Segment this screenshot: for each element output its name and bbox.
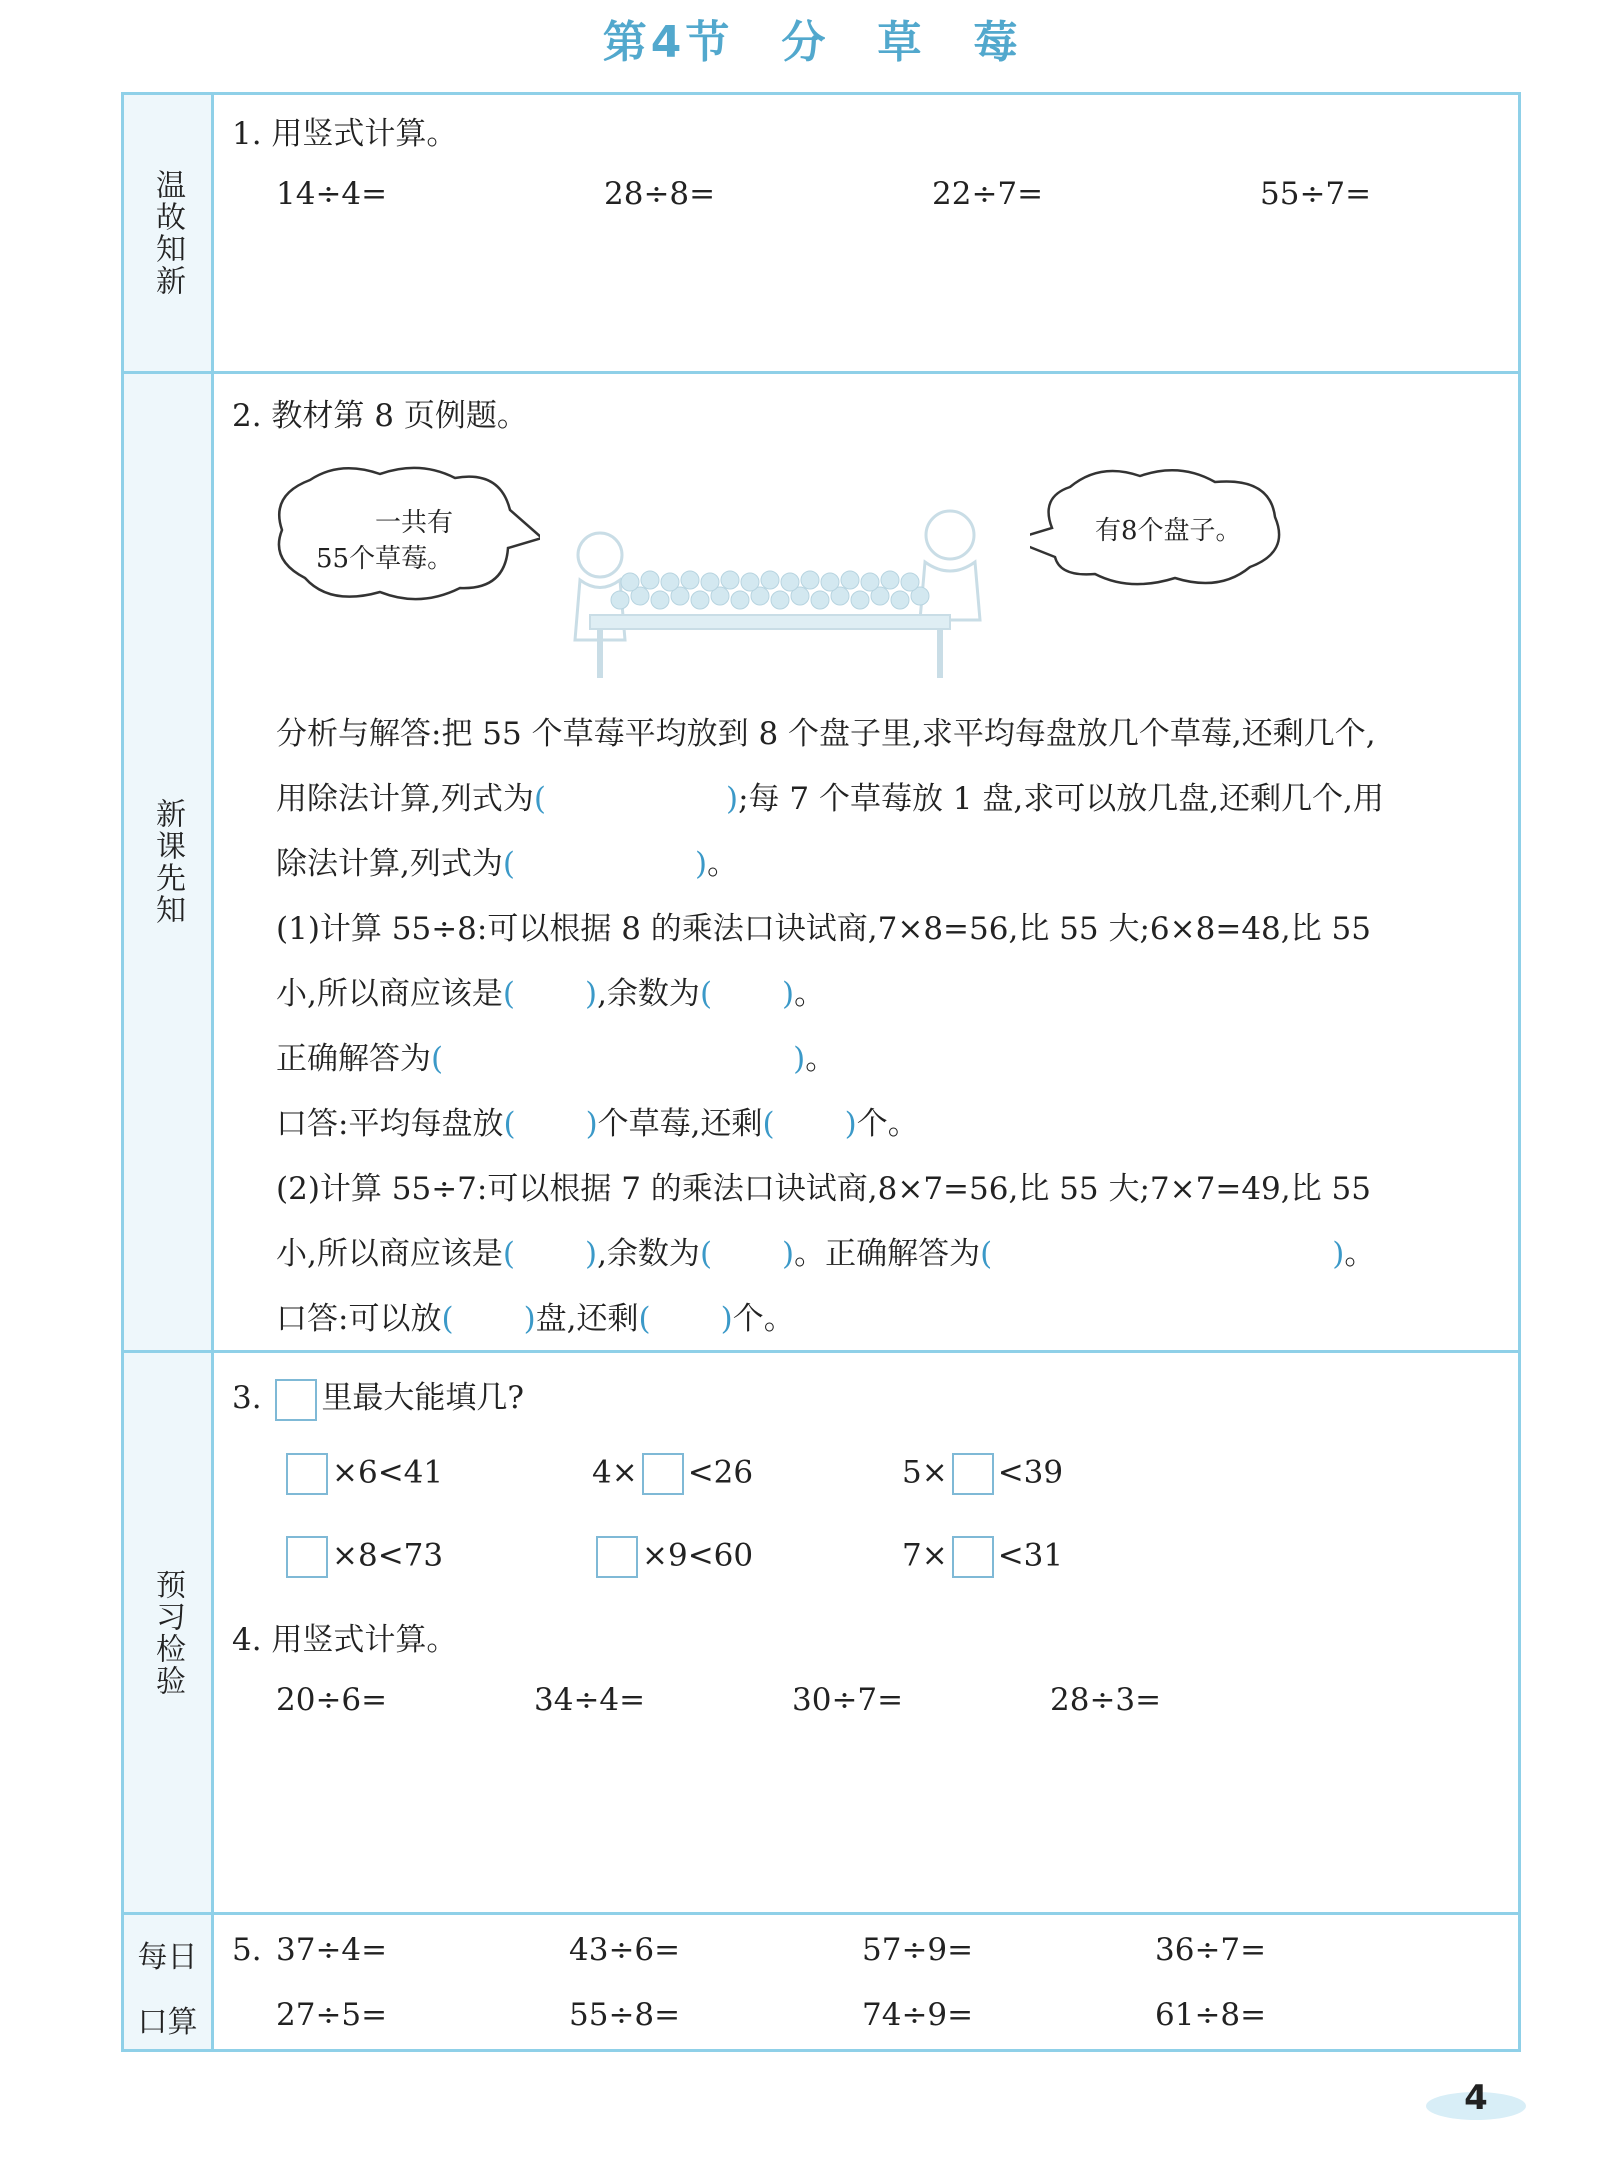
q3-r1-2-post: <26 bbox=[687, 1454, 754, 1491]
section-label-review: 温故知新 bbox=[150, 169, 185, 297]
q5-r2-item-1: 27÷5= bbox=[276, 1997, 388, 2033]
answer-blank-10[interactable]: ( ) bbox=[980, 1236, 1345, 1272]
q2-p6-a: 正确解答为 bbox=[276, 1041, 431, 1077]
answer-box-6[interactable] bbox=[952, 1536, 994, 1578]
q1-heading: 1. 用竖式计算。 bbox=[232, 116, 458, 152]
answer-blank-12[interactable]: ( ) bbox=[638, 1301, 733, 1337]
answer-blank-4[interactable]: ( ) bbox=[699, 976, 795, 1012]
q5-r2-item-4: 61÷8= bbox=[1155, 1997, 1267, 2033]
q2-para-1: 分析与解答:把 55 个草莓平均放到 8 个盘子里,求平均每盘放几个草莓,还剩几个, bbox=[276, 716, 1376, 752]
title-char-2: 草 bbox=[877, 17, 926, 68]
q2-p3-a: 除法计算,列式为 bbox=[276, 846, 503, 882]
q2-p9-c: 。正确解答为 bbox=[794, 1236, 981, 1272]
q1-item-4: 55÷7= bbox=[1260, 176, 1372, 212]
q3-heading bbox=[232, 1372, 524, 1421]
q4-item-3: 30÷7= bbox=[792, 1682, 904, 1718]
page-title bbox=[0, 6, 1624, 70]
q2-para-9 bbox=[276, 1228, 1375, 1273]
answer-blank-3[interactable]: ( ) bbox=[502, 976, 598, 1012]
q3-r2-3-post: <31 bbox=[997, 1537, 1064, 1574]
answer-blank-1[interactable]: ( ) bbox=[533, 781, 739, 817]
answer-blank-9[interactable]: ( ) bbox=[699, 1236, 795, 1272]
title-suffix: 节 bbox=[685, 17, 734, 68]
q2-p10-c: 个。 bbox=[732, 1301, 795, 1337]
q5-number: 5. bbox=[232, 1932, 262, 1968]
q3-r2-2-post: ×9<60 bbox=[642, 1537, 754, 1574]
title-char-3: 莓 bbox=[973, 17, 1022, 68]
section-label-daily-1: 每日 bbox=[137, 1940, 198, 1975]
q2-p7-c: 个。 bbox=[856, 1106, 919, 1142]
q2-p3-b: 。 bbox=[707, 846, 739, 882]
q5-r1-item-1: 37÷4= bbox=[276, 1932, 388, 1968]
section-label-preview: 新课先知 bbox=[150, 798, 185, 926]
section-label-check: 预习检验 bbox=[150, 1568, 185, 1697]
q4-heading: 4. 用竖式计算。 bbox=[232, 1622, 458, 1658]
q2-p6-b: 。 bbox=[805, 1041, 837, 1077]
q3-r2-item-3 bbox=[902, 1536, 1063, 1578]
q2-p2-a: 用除法计算,列式为 bbox=[276, 781, 534, 817]
page-number: 4 bbox=[1464, 2078, 1488, 2118]
q2-p7-a: 口答:平均每盘放 bbox=[276, 1106, 504, 1142]
q3-r1-item-1 bbox=[282, 1453, 443, 1495]
q1-item-1: 14÷4= bbox=[276, 176, 388, 212]
q5-r1-item-3: 57÷9= bbox=[862, 1932, 974, 1968]
q2-p9-b: ,余数为 bbox=[597, 1236, 700, 1272]
answer-blank-7[interactable]: ( ) bbox=[762, 1106, 857, 1142]
q3-r2-item-2 bbox=[592, 1536, 753, 1578]
q2-p10-b: 盘,还剩 bbox=[535, 1301, 639, 1337]
q3-r2-item-1 bbox=[282, 1536, 443, 1578]
bubble-left-line1: 一共有 bbox=[375, 508, 454, 538]
q1-item-2: 28÷8= bbox=[604, 176, 716, 212]
bubble-left-line2: 55个草莓。 bbox=[316, 544, 454, 574]
q3-r1-item-3 bbox=[902, 1453, 1063, 1495]
answer-box-1[interactable] bbox=[286, 1453, 328, 1495]
q2-para-2 bbox=[276, 773, 1384, 818]
q2-para-4: (1)计算 55÷8:可以根据 8 的乘法口诀试商,7×8=56,比 55 大;6×8=48,比 55 bbox=[276, 911, 1371, 947]
answer-box-2[interactable] bbox=[642, 1453, 684, 1495]
row-divider-1 bbox=[121, 371, 1521, 374]
q5-r1-item-4: 36÷7= bbox=[1155, 1932, 1267, 1968]
q3-r1-3-pre: 5× bbox=[902, 1454, 948, 1491]
q5-r1-item-2: 43÷6= bbox=[569, 1932, 681, 1968]
q4-item-1: 20÷6= bbox=[276, 1682, 388, 1718]
q3-r2-3-pre: 7× bbox=[902, 1537, 948, 1574]
answer-blank-6[interactable]: ( ) bbox=[503, 1106, 598, 1142]
answer-box-3[interactable] bbox=[952, 1453, 994, 1495]
q2-para-7 bbox=[276, 1098, 919, 1143]
q2-p7-b: 个草莓,还剩 bbox=[597, 1106, 763, 1142]
q2-para-6 bbox=[276, 1033, 836, 1078]
q2-p5-b: ,余数为 bbox=[597, 976, 700, 1012]
q2-p9-a: 小,所以商应该是 bbox=[276, 1236, 503, 1272]
answer-blank-8[interactable]: ( ) bbox=[502, 1236, 598, 1272]
answer-box-4[interactable] bbox=[286, 1536, 328, 1578]
section-label-daily-2: 口算 bbox=[137, 2005, 198, 2040]
strawberry-table-illustration bbox=[540, 500, 1030, 680]
answer-box-example bbox=[275, 1379, 317, 1421]
q2-p10-a: 口答:可以放 bbox=[276, 1301, 442, 1337]
q3-r1-2-pre: 4× bbox=[592, 1454, 638, 1491]
q2-p5-a: 小,所以商应该是 bbox=[276, 976, 503, 1012]
title-prefix: 第 bbox=[602, 17, 651, 68]
q2-p2-b: ;每 7 个草莓放 1 盘,求可以放几盘,还剩几个,用 bbox=[738, 781, 1384, 817]
q3-r2-1-post: ×8<73 bbox=[332, 1537, 444, 1574]
q1-item-3: 22÷7= bbox=[932, 176, 1044, 212]
q5-r2-item-2: 55÷8= bbox=[569, 1997, 681, 2033]
q2-para-5 bbox=[276, 968, 825, 1013]
q3-number: 3. bbox=[232, 1380, 262, 1416]
q2-para-10 bbox=[276, 1293, 795, 1338]
q2-p9-d: 。 bbox=[1344, 1236, 1376, 1272]
row-divider-2 bbox=[121, 1350, 1521, 1353]
answer-blank-5[interactable]: ( ) bbox=[431, 1041, 806, 1077]
q4-item-2: 34÷4= bbox=[534, 1682, 646, 1718]
answer-box-5[interactable] bbox=[596, 1536, 638, 1578]
q5-r2-item-3: 74÷9= bbox=[862, 1997, 974, 2033]
q3-r1-1-post: ×6<41 bbox=[332, 1454, 444, 1491]
answer-blank-11[interactable]: ( ) bbox=[441, 1301, 536, 1337]
title-char-1: 分 bbox=[781, 17, 830, 68]
q2-para-8: (2)计算 55÷7:可以根据 7 的乘法口诀试商,8×7=56,比 55 大;7×7=49,比 55 bbox=[276, 1171, 1371, 1207]
row-divider-3 bbox=[121, 1912, 1521, 1915]
column-divider bbox=[211, 92, 214, 2052]
title-number: 4 bbox=[650, 17, 686, 68]
q2-p5-c: 。 bbox=[794, 976, 826, 1012]
answer-blank-2[interactable]: ( ) bbox=[502, 846, 708, 882]
bubble-right-text: 有8个盘子。 bbox=[1095, 516, 1242, 546]
q3-r1-3-post: <39 bbox=[997, 1454, 1064, 1491]
q3-heading-text: 里最大能填几? bbox=[321, 1380, 525, 1416]
q3-r1-item-2 bbox=[592, 1453, 753, 1495]
q2-para-3 bbox=[276, 838, 738, 883]
q4-item-4: 28÷3= bbox=[1050, 1682, 1162, 1718]
q2-heading: 2. 教材第 8 页例题。 bbox=[232, 398, 528, 434]
